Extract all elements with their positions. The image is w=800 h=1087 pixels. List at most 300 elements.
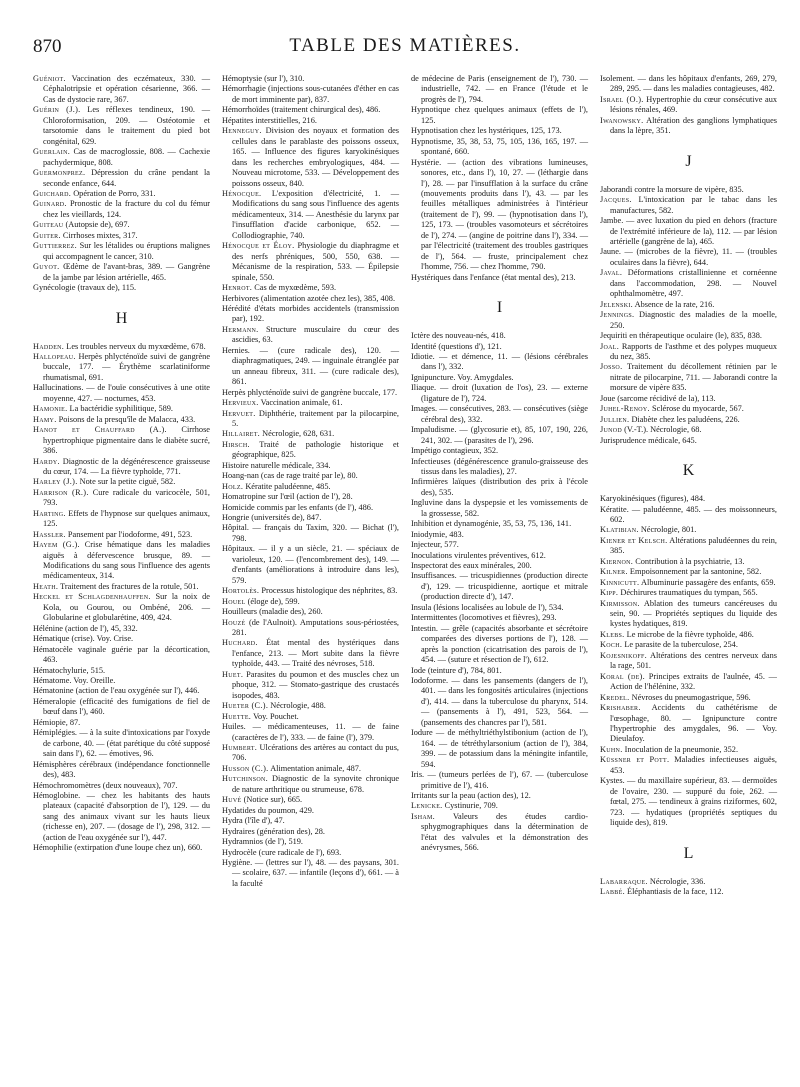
entry-text: Insula (lésions localisées au lobule de l'), 534.	[411, 602, 564, 612]
entry-text: Hémoptysie (sur l'), 310.	[222, 74, 305, 83]
entry-author: Jennings.	[600, 310, 635, 320]
entry-text: Intermittentes (locomotives et fièvres), 293.	[411, 613, 557, 623]
index-entry	[33, 425, 210, 456]
index-entry	[33, 676, 210, 686]
entry-author: Lenicke.	[411, 801, 443, 811]
entry-author: Hayem (G.).	[33, 540, 80, 550]
entry-author: Javal.	[600, 268, 623, 278]
entry-text: Hernies. — (cure radicale des), 120. — diaphragmatiques, 249. — inguinale étranglée par un anneau fibreux, 311. — (cure radicale des), 861.	[222, 345, 399, 387]
entry-text: Hydatides du poumon, 429.	[222, 805, 314, 815]
entry-text: Iniodymie, 483.	[411, 529, 464, 539]
entry-text: L'exposition d'électricité, 1. — Modifications du sang sous l'influence des agents médicamenteux, 314. — Anesthésie du larynx par l'insufflation d'acide carbonique, 652. — Collodiographie, 740.	[232, 188, 399, 240]
index-entry	[33, 791, 210, 843]
entry-text: Ulcérations des artères au contact du pus, 706.	[232, 743, 399, 763]
entry-author: Kinnicutt.	[600, 577, 640, 587]
entry-text: Absence de la rate, 216.	[634, 299, 715, 309]
entry-author: Kiernon.	[600, 556, 634, 566]
index-column-2	[222, 74, 399, 897]
entry-text: Le microbe de la fièvre typhoïde, 486.	[626, 629, 754, 639]
entry-text: Herbivores (alimentation azotée chez les), 385, 408.	[222, 293, 396, 303]
index-entry	[222, 105, 399, 115]
index-entry	[33, 477, 210, 487]
entry-text: Iode (teinture d'), 784, 801.	[411, 665, 502, 675]
entry-text: Albuminurie passagère des enfants, 659.	[641, 577, 776, 587]
entry-author: Kuhn.	[600, 744, 623, 754]
entry-text: Sur les létalides ou éruptions malignes qui accompagnent le cancer, 310.	[43, 241, 210, 261]
entry-text: Processus histologique des néphrites, 83.	[261, 586, 398, 596]
entry-text: Cas de myxœdème, 593.	[254, 283, 337, 293]
index-entry	[600, 525, 777, 535]
entry-text: Altérations paludéennes du rein, 385.	[610, 535, 777, 556]
index-entry	[411, 666, 588, 676]
entry-text: Irritants sur la peau (action des), 12.	[411, 791, 531, 800]
index-entry	[33, 241, 210, 262]
entry-text: Hélénine (action de l'), 45, 332.	[33, 623, 138, 633]
index-entry	[222, 670, 399, 701]
entry-author: Guichard.	[33, 188, 72, 198]
entry-text: Hématique (crise). Voy. Crise.	[33, 634, 134, 644]
entry-text: Cas de macroglossie, 808. — Cachexie pachydermique, 808.	[43, 147, 211, 167]
entry-author: Jelenski.	[600, 299, 633, 309]
entry-text: Diphthérie, traitement par la pilocarpine, 5.	[232, 408, 399, 428]
entry-text: Images. — consécutives, 283. — consécutives (siège cérébral des), 332.	[411, 404, 588, 424]
index-entry	[33, 666, 210, 676]
entry-author: Heckel et Schlagdenhauffen.	[33, 592, 151, 602]
index-entry	[222, 440, 399, 461]
index-entry	[411, 74, 588, 105]
entry-text: Cystinurie, 709.	[444, 801, 498, 811]
entry-author: Kojesnikoff.	[600, 650, 648, 660]
index-entry	[222, 513, 399, 523]
entry-text: Vaccination des eczémateux, 330. — Céphalotripsie et opération césarienne, 366. — Cas de dystocie rare, 367.	[43, 74, 210, 104]
entry-text: Karyokinésiques (figures), 484.	[600, 494, 706, 504]
entry-text: Hématome. Voy. Oreille.	[33, 676, 116, 686]
entry-text: Traité de pathologie historique et géographique, 825.	[232, 439, 399, 460]
entry-text: Opération de Porro, 331.	[73, 188, 156, 198]
index-entry	[411, 801, 588, 811]
index-entry	[33, 352, 210, 383]
entry-text: Le parasite de la tuberculose, 254.	[624, 640, 738, 650]
index-entry	[222, 848, 399, 858]
index-entry	[222, 126, 399, 189]
entry-text: (Notice sur), 665.	[243, 795, 303, 805]
index-entry	[33, 283, 210, 293]
index-entry	[411, 404, 588, 425]
entry-text: Iris. — (tumeurs perlées de l'), 67. — (tuberculose primitive de l'), 416.	[411, 770, 588, 790]
index-entry	[222, 722, 399, 743]
index-entry	[411, 519, 588, 529]
entry-text: Contribution à la psychiatrie, 13.	[635, 556, 745, 566]
index-entry	[33, 262, 210, 283]
index-entry	[33, 686, 210, 696]
index-entry	[33, 383, 210, 404]
entry-author: Kirmisson.	[600, 598, 640, 608]
index-entry	[600, 776, 777, 828]
entry-author: Hanot et Chauffard (A.).	[33, 425, 167, 435]
index-entry	[33, 509, 210, 530]
index-entry	[33, 189, 210, 199]
index-entry	[33, 415, 210, 425]
index-entry	[222, 827, 399, 837]
section-letter: L	[683, 844, 694, 862]
index-entry	[222, 241, 399, 283]
index-entry	[222, 429, 399, 439]
index-entry	[33, 105, 210, 147]
entry-author: Harting.	[33, 508, 66, 518]
entry-text: Traitement des fractures de la rotule, 501.	[60, 581, 199, 591]
index-columns	[33, 74, 777, 897]
entry-text: Huiles. — médicamenteuses, 11. — de faine (caractères de l'), 333. — de faine (l'), 379.	[222, 722, 399, 742]
index-entry	[411, 561, 588, 571]
entry-author: Hamonie.	[33, 404, 68, 414]
index-entry	[222, 523, 399, 544]
index-entry	[33, 74, 210, 105]
index-entry	[600, 95, 777, 116]
index-entry	[411, 352, 588, 373]
entry-text: Hydrocèle (cure radicale de l'), 693.	[222, 847, 342, 857]
entry-text: Structure musculaire du cœur des ascidies, 63.	[232, 324, 399, 345]
index-entry	[600, 116, 777, 137]
index-entry	[222, 858, 399, 889]
entry-text: Déchirures traumatiques du tympan, 565.	[620, 588, 758, 598]
entry-text: Cure radicale du varicocèle, 501, 793.	[43, 487, 211, 508]
entry-author: Guttierrez.	[33, 241, 78, 251]
index-entry	[600, 404, 777, 414]
index-entry	[411, 812, 588, 854]
index-entry	[411, 791, 588, 801]
entry-text: Pronostic de la fracture du col du fémur chez les vieillards, 124.	[43, 199, 211, 219]
entry-text: Les réflexes tendineux, 190. — Chloroformisation, 209. — Ostéotomie et tarsotomie dans le traitement du pied bot congénital, 629.	[43, 105, 211, 146]
index-entry	[33, 168, 210, 189]
entry-text: Crise hématique dans les maladies aiguës à défervescence brusque, 89. — Modifications du sang sous l'influence des agents médicamenteux, 314.	[43, 540, 211, 581]
entry-author: Guinard.	[33, 199, 67, 209]
entry-text: Vaccination animale, 61.	[260, 398, 343, 408]
entry-text: Iodoforme. — dans les pansements (dangers de l'), 401. — dans les fongosités articulaires (injections d'), 414. — dans la tuberculose du pharynx, 514. — (pansements à l'), 491, 523, 564. — (pansements des chancres par l'), 581.	[411, 676, 588, 727]
index-entry	[411, 613, 588, 623]
entry-author: Hervieux.	[222, 398, 259, 408]
entry-text: Alimentation animale, 487.	[270, 763, 361, 773]
entry-author: Harrison (R.).	[33, 487, 89, 497]
entry-author: Koch.	[600, 640, 623, 650]
entry-text: Diagnostic de la dégénérescence graisseuse du cœur, 174. — La fièvre typhoïde, 771.	[43, 456, 210, 476]
index-entry	[33, 781, 210, 791]
entry-text: Névroses du pneumogastrique, 596.	[631, 692, 751, 702]
entry-author: Hillairet.	[222, 429, 261, 439]
entry-text: (de l'Aulnoit). Amputations sous-périostées, 281.	[232, 617, 399, 638]
entry-text: Houilleurs (maladie des), 260.	[222, 607, 323, 617]
entry-text: Gynécologie (travaux de), 115.	[33, 283, 137, 293]
entry-text: Altérations des centres nerveux dans la rage, 501.	[610, 650, 777, 671]
entry-text: Kératite. — paludéenne, 485. — des moissonneurs, 602.	[600, 504, 777, 524]
entry-text: Hoang-nan (cas de rage traité par le), 80.	[222, 471, 358, 481]
entry-text: Traitement du décollement rétinien par le nitrate de pilocarpine, 711. — Jaborandi contre la morsure de vipère 835.	[610, 362, 777, 393]
index-entry	[33, 582, 210, 592]
index-entry	[600, 672, 777, 693]
entry-author: Holz.	[222, 481, 244, 491]
index-entry	[222, 74, 399, 84]
entry-text: Les troubles nerveux du myxœdème, 678.	[66, 341, 206, 351]
entry-text: Hallucinations. — de l'ouïe consécutives à une otite moyenne, 427. — nocturnes, 453.	[33, 383, 210, 403]
entry-text: Hémophilie (extirpation d'une loupe chez un), 660.	[33, 843, 203, 853]
index-entry	[600, 693, 777, 703]
entry-author: Isham.	[411, 811, 435, 821]
index-entry	[33, 199, 210, 220]
index-entry	[222, 712, 399, 722]
entry-text: Ictère des nouveau-nés, 418.	[411, 331, 506, 341]
entry-author: Hardy.	[33, 456, 60, 466]
index-entry	[600, 247, 777, 268]
entry-text: Kystes. — du maxillaire supérieur, 83. — dermoïdes de l'ovaire, 230. — suppuré du foie, 262. — fœtal, 275. — tendineux à grains riziformes, 602, 723. — hydatiques (propriétés septiques du liquide des), 819.	[600, 776, 777, 828]
index-entry	[222, 774, 399, 795]
index-entry	[600, 630, 777, 640]
entry-text: Hémorrhagie (injections sous-cutanées d'éther en cas de mort imminente par), 837.	[222, 84, 399, 104]
entry-text: Hydraires (génération des), 28.	[222, 826, 325, 836]
index-entry	[222, 84, 399, 105]
entry-author: Iwanowsky.	[600, 115, 644, 125]
index-entry	[222, 461, 399, 471]
index-entry	[600, 567, 777, 577]
index-entry	[600, 268, 777, 299]
index-entry	[222, 409, 399, 430]
entry-text: Pansement par l'iodoforme, 491, 523.	[67, 529, 193, 539]
entry-text: Ignipuncture. Voy. Amygdales.	[411, 372, 514, 382]
entry-author: Labbé.	[600, 887, 625, 896]
entry-author: Humbert.	[222, 743, 258, 752]
entry-text: Hémoglobine. — chez les habitants des hauts plateaux (capacité d'absorption de l'), 129. — du sang des animaux vivant sur les hauts lieux (richesse en), 207. — (dosage de l'), 298, 312. — (action de l'eau oxygénée sur l'), 447.	[33, 791, 210, 842]
entry-text: Effets de l'hypnose sur quelques animaux, 125.	[43, 508, 210, 529]
entry-text: Iliaque. — droit (luxation de l'os), 23. — externe (ligature de l'), 724.	[411, 383, 588, 403]
entry-text: Dépression du crâne pendant la seconde enfance, 644.	[43, 168, 210, 188]
index-entry	[411, 331, 588, 341]
entry-author: Hénocque et Éloy.	[222, 241, 295, 251]
index-entry	[222, 283, 399, 293]
entry-text: Impétigo contagieux, 352.	[411, 446, 499, 456]
entry-text: Voy. Pouchet.	[253, 711, 299, 721]
entry-text: (Autopsie de), 697.	[65, 220, 130, 230]
index-entry	[600, 651, 777, 672]
entry-text: Intestin. — grêle (capacités absorbante et sécrétoire comparées des diverses portions de l'), 128. — après la ponction (cicatrisation des parois de l'), 454. — (suture et résection de l'), 612.	[411, 623, 588, 665]
entry-text: Jaune. — (microbes de la fièvre), 11. — (troubles oculaires dans la fièvre), 644.	[600, 247, 777, 267]
entry-author: Küssner et Pott.	[600, 755, 670, 765]
entry-text: Injecteur, 577.	[411, 540, 459, 550]
entry-author: Henrot.	[222, 283, 253, 293]
index-entry	[600, 362, 777, 393]
index-entry	[600, 578, 777, 588]
entry-text: (éloge de), 599.	[247, 596, 300, 606]
entry-text: Impaludisme. — (glycosurie et), 85, 107, 190, 226, 241, 302. — (parasites de l'), 296.	[411, 425, 588, 445]
entry-text: Œdème de l'avant-bras, 389. — Gangrène de la jambe par lésion artérielle, 465.	[43, 262, 210, 282]
index-entry	[411, 571, 588, 602]
index-entry	[600, 394, 777, 404]
index-entry	[222, 586, 399, 596]
index-entry	[411, 137, 588, 158]
entry-text: Sur la noix de Kola, ou Gourou, ou Ombéné, 206. — Globularine et globularétine, 409, 424.	[43, 592, 210, 623]
section-letter: H	[115, 309, 128, 327]
entry-text: Cirrhose hypertrophique pigmentaire dans le diabète sucré, 386.	[43, 425, 210, 456]
index-entry	[600, 74, 777, 95]
index-entry	[33, 718, 210, 728]
index-entry	[411, 446, 588, 456]
entry-text: Poisons de la presqu'île de Malacca, 433.	[58, 414, 196, 424]
entry-text: Hématocèle vaginale guérie par la décortication, 463.	[33, 644, 210, 665]
entry-text: Infectieuses (dégénérescence granulo-graisseuse des tissus dans les maladies), 27.	[411, 456, 588, 476]
entry-author: Husson (C.).	[222, 763, 269, 773]
entry-text: Joue (sarcome récidivé de la), 113.	[600, 393, 716, 403]
entry-text: Hémeralopie (efficacité des fumigations de fiel de bœuf dans l'), 460.	[33, 696, 210, 717]
entry-text: Herpès phlycténoïde suivi de gangrène buccale, 177. — Érythème scarlatiniforme rhumatismal, 691.	[43, 351, 210, 382]
entry-author: Junod	[600, 425, 623, 435]
index-entry	[33, 540, 210, 582]
running-title: TABLE DES MATIÈRES.	[289, 35, 521, 56]
entry-text: Ablation des tumeurs cancéreuses du sein, 90. — Propriétés septiques du liquide des kystes hydatiques, 819.	[610, 598, 777, 629]
index-entry	[600, 331, 777, 341]
index-entry	[222, 492, 399, 502]
entry-author: Hortolès.	[222, 586, 260, 596]
entry-text: Diagnostic de la synovite chronique de nature arthritique ou strumeuse, 678.	[232, 774, 399, 794]
index-entry	[600, 195, 777, 216]
index-entry	[222, 764, 399, 774]
index-entry	[33, 645, 210, 666]
index-entry	[411, 770, 588, 791]
index-entry	[33, 843, 210, 853]
index-entry	[33, 624, 210, 634]
index-entry	[411, 603, 588, 613]
index-entry	[411, 498, 588, 519]
entry-text: Parasites du poumon et des muscles chez un phoque, 312. — Stomato-gastrique des crustacés isopodes, 483.	[232, 669, 399, 700]
entry-text: État mental des hystériques dans l'enfance, 213. — Mort subite dans la fièvre typhoïde, 443. — Traité des névroses, 518.	[232, 638, 400, 669]
index-entry	[33, 147, 210, 168]
entry-text: Principes extraits de l'aulnée, 45. — Action de l'hélénine, 332.	[610, 671, 777, 692]
index-entry	[411, 477, 588, 498]
entry-text: Herpès phlycténoïde suivi de gangrène buccale, 177.	[222, 387, 398, 397]
entry-text: Insuffisances. — tricuspidiennes (production directe d'), 129. — tricuspidienne, aortique et mitrale (production directe d'), 147.	[411, 571, 588, 602]
index-entry	[411, 540, 588, 550]
index-entry	[222, 471, 399, 481]
index-entry	[222, 638, 399, 669]
section-letter: K	[682, 462, 695, 480]
entry-author: Guermonprez.	[33, 168, 86, 178]
entry-author: Klatibian.	[600, 525, 639, 535]
entry-author: Kilner.	[600, 567, 628, 577]
index-entry	[222, 607, 399, 617]
index-entry	[411, 728, 588, 770]
entry-author: Hamy.	[33, 414, 57, 424]
entry-text: Valeurs des études cardio-sphygmographiques dans la détermination de l'état des valvules et la démonstration des anévrysmes, 566.	[421, 811, 588, 853]
entry-author: Jullien.	[600, 414, 630, 424]
entry-text: Hypnotisation chez les hystériques, 125, 173.	[411, 126, 562, 136]
index-entry	[600, 703, 777, 745]
entry-text: Kératite paludéenne, 485.	[245, 481, 331, 491]
entry-author: Hervuet.	[222, 408, 256, 418]
entry-text: de médecine de Paris (enseignement de l'), 730. — industrielle, 742. — en France (l'étude et le progrès de l'), 794.	[411, 74, 588, 104]
index-entry	[600, 310, 777, 331]
entry-text: Hongrie (universités de), 847.	[222, 513, 322, 523]
entry-text: Nécrologie, 628, 631.	[262, 429, 335, 439]
entry-text: Histoire naturelle médicale, 334.	[222, 460, 331, 470]
entry-author: Hallopeau.	[33, 351, 76, 361]
entry-text: Sclérose du myocarde, 567.	[651, 404, 744, 414]
index-entry	[33, 342, 210, 352]
entry-author: Juhel-Renoy.	[600, 404, 650, 414]
entry-author: Krishaber.	[600, 703, 641, 713]
entry-text: L'intoxication par le tabac dans les manufactures, 582.	[610, 195, 777, 215]
index-entry	[222, 482, 399, 492]
index-entry	[600, 877, 777, 887]
entry-text: Jambe. — avec luxation du pied en dehors (fracture de l'extrémité inférieure de la), 112. — par lésion artérielle (gangrène de la), 465.	[600, 216, 777, 246]
index-entry	[600, 415, 777, 425]
index-entry	[33, 231, 210, 241]
entry-text: Hypnotique chez quelques animaux (effets de l'), 125.	[411, 105, 588, 125]
entry-text: Inoculations virulentes préventives, 612.	[411, 550, 546, 560]
entry-author: Labarraque.	[600, 876, 648, 886]
entry-text: Hydra (l'île d'), 47.	[222, 816, 285, 826]
entry-text: Rapports de l'asthme et des polypes muqueux du nez, 385.	[610, 341, 777, 361]
index-entry	[222, 189, 399, 241]
index-entry	[411, 126, 588, 136]
entry-text: Hémiplégies. — à la suite d'intoxications par l'oxyde de carbone, 40. — (état parétique du côté supposé sain dans l'), 62. — émotives, 96.	[33, 728, 210, 759]
entry-text: Hématonine (action de l'eau oxygénée sur l'), 446.	[33, 686, 200, 696]
entry-author: Hénocque.	[222, 188, 262, 198]
index-entry	[222, 837, 399, 847]
index-entry	[600, 505, 777, 526]
index-entry	[222, 816, 399, 826]
entry-text: Hématochylurie, 515.	[33, 665, 106, 675]
entry-author: Guiter.	[33, 230, 61, 240]
index-entry	[600, 216, 777, 247]
entry-author: Koral (de).	[600, 671, 645, 681]
entry-author: Klebs.	[600, 629, 625, 639]
entry-text: Maladies infectieuses aiguës, 453.	[610, 755, 777, 775]
index-entry	[222, 388, 399, 398]
entry-author: Kredel.	[600, 692, 630, 702]
index-entry	[600, 342, 777, 363]
page-header	[33, 30, 777, 64]
index-entry	[33, 760, 210, 781]
entry-author: Huvé	[222, 795, 242, 805]
entry-text: Hôpitaux. — il y a un siècle, 21. — spéciaux de varioleux, 120. — (l'encombrement des), 149. — d'enfants (améliorations à introduire dans les), 579.	[222, 544, 399, 585]
entry-text: Diabète chez les paludéens, 226.	[631, 414, 740, 424]
index-entry	[33, 592, 210, 623]
index-entry	[411, 105, 588, 126]
entry-author: Henneguy.	[222, 126, 262, 136]
entry-author: Joal.	[600, 341, 620, 351]
entry-author: Hutchinson.	[222, 774, 269, 784]
entry-text: Altération des ganglions lymphatiques dans la lèpre, 351.	[610, 115, 777, 136]
entry-text: Déformations cristallinienne et cornéenne dans l'accommodation, 298. — Nouvel ophthalmomètre, 497.	[610, 268, 777, 299]
entry-text: Empoisonnement par la santonine, 582.	[629, 567, 762, 577]
index-entry	[33, 404, 210, 414]
entry-text: Nécrologie, 801.	[640, 525, 697, 535]
index-column-1	[33, 74, 210, 897]
index-entry	[222, 398, 399, 408]
entry-text: Infirmières laïques (distribution des prix à l'école des), 535.	[411, 477, 588, 497]
entry-author: Hueter (C.).	[222, 701, 269, 711]
index-entry	[222, 325, 399, 346]
entry-author: Guéniot.	[33, 74, 66, 83]
entry-text: Jequiriti en thérapeutique oculaire (le), 835, 838.	[600, 331, 762, 341]
entry-text: (V.-T.). Nécrologie, 68.	[624, 425, 702, 435]
entry-author: Heath.	[33, 581, 59, 591]
entry-text: Jurisprudence médicale, 645.	[600, 435, 697, 445]
index-entry	[222, 795, 399, 805]
entry-text: Division des noyaux et formation des cellules dans le parablaste des poissons osseux, 165. — Influence des figures karyokinésiques dans les recherches embryologiques, 484. — Nouveau microtome, 533. — Développement des poissons osseux, 840.	[232, 126, 400, 188]
section-letter: I	[496, 299, 503, 317]
index-entry	[222, 503, 399, 513]
entry-author: Kiener et Kelsch.	[600, 535, 668, 545]
index-entry	[411, 158, 588, 273]
entry-text: Hémisphères cérébraux (indépendance fonctionnelle des), 483.	[33, 759, 210, 780]
entry-text: Cirrhoses mixtes, 317.	[62, 230, 138, 240]
